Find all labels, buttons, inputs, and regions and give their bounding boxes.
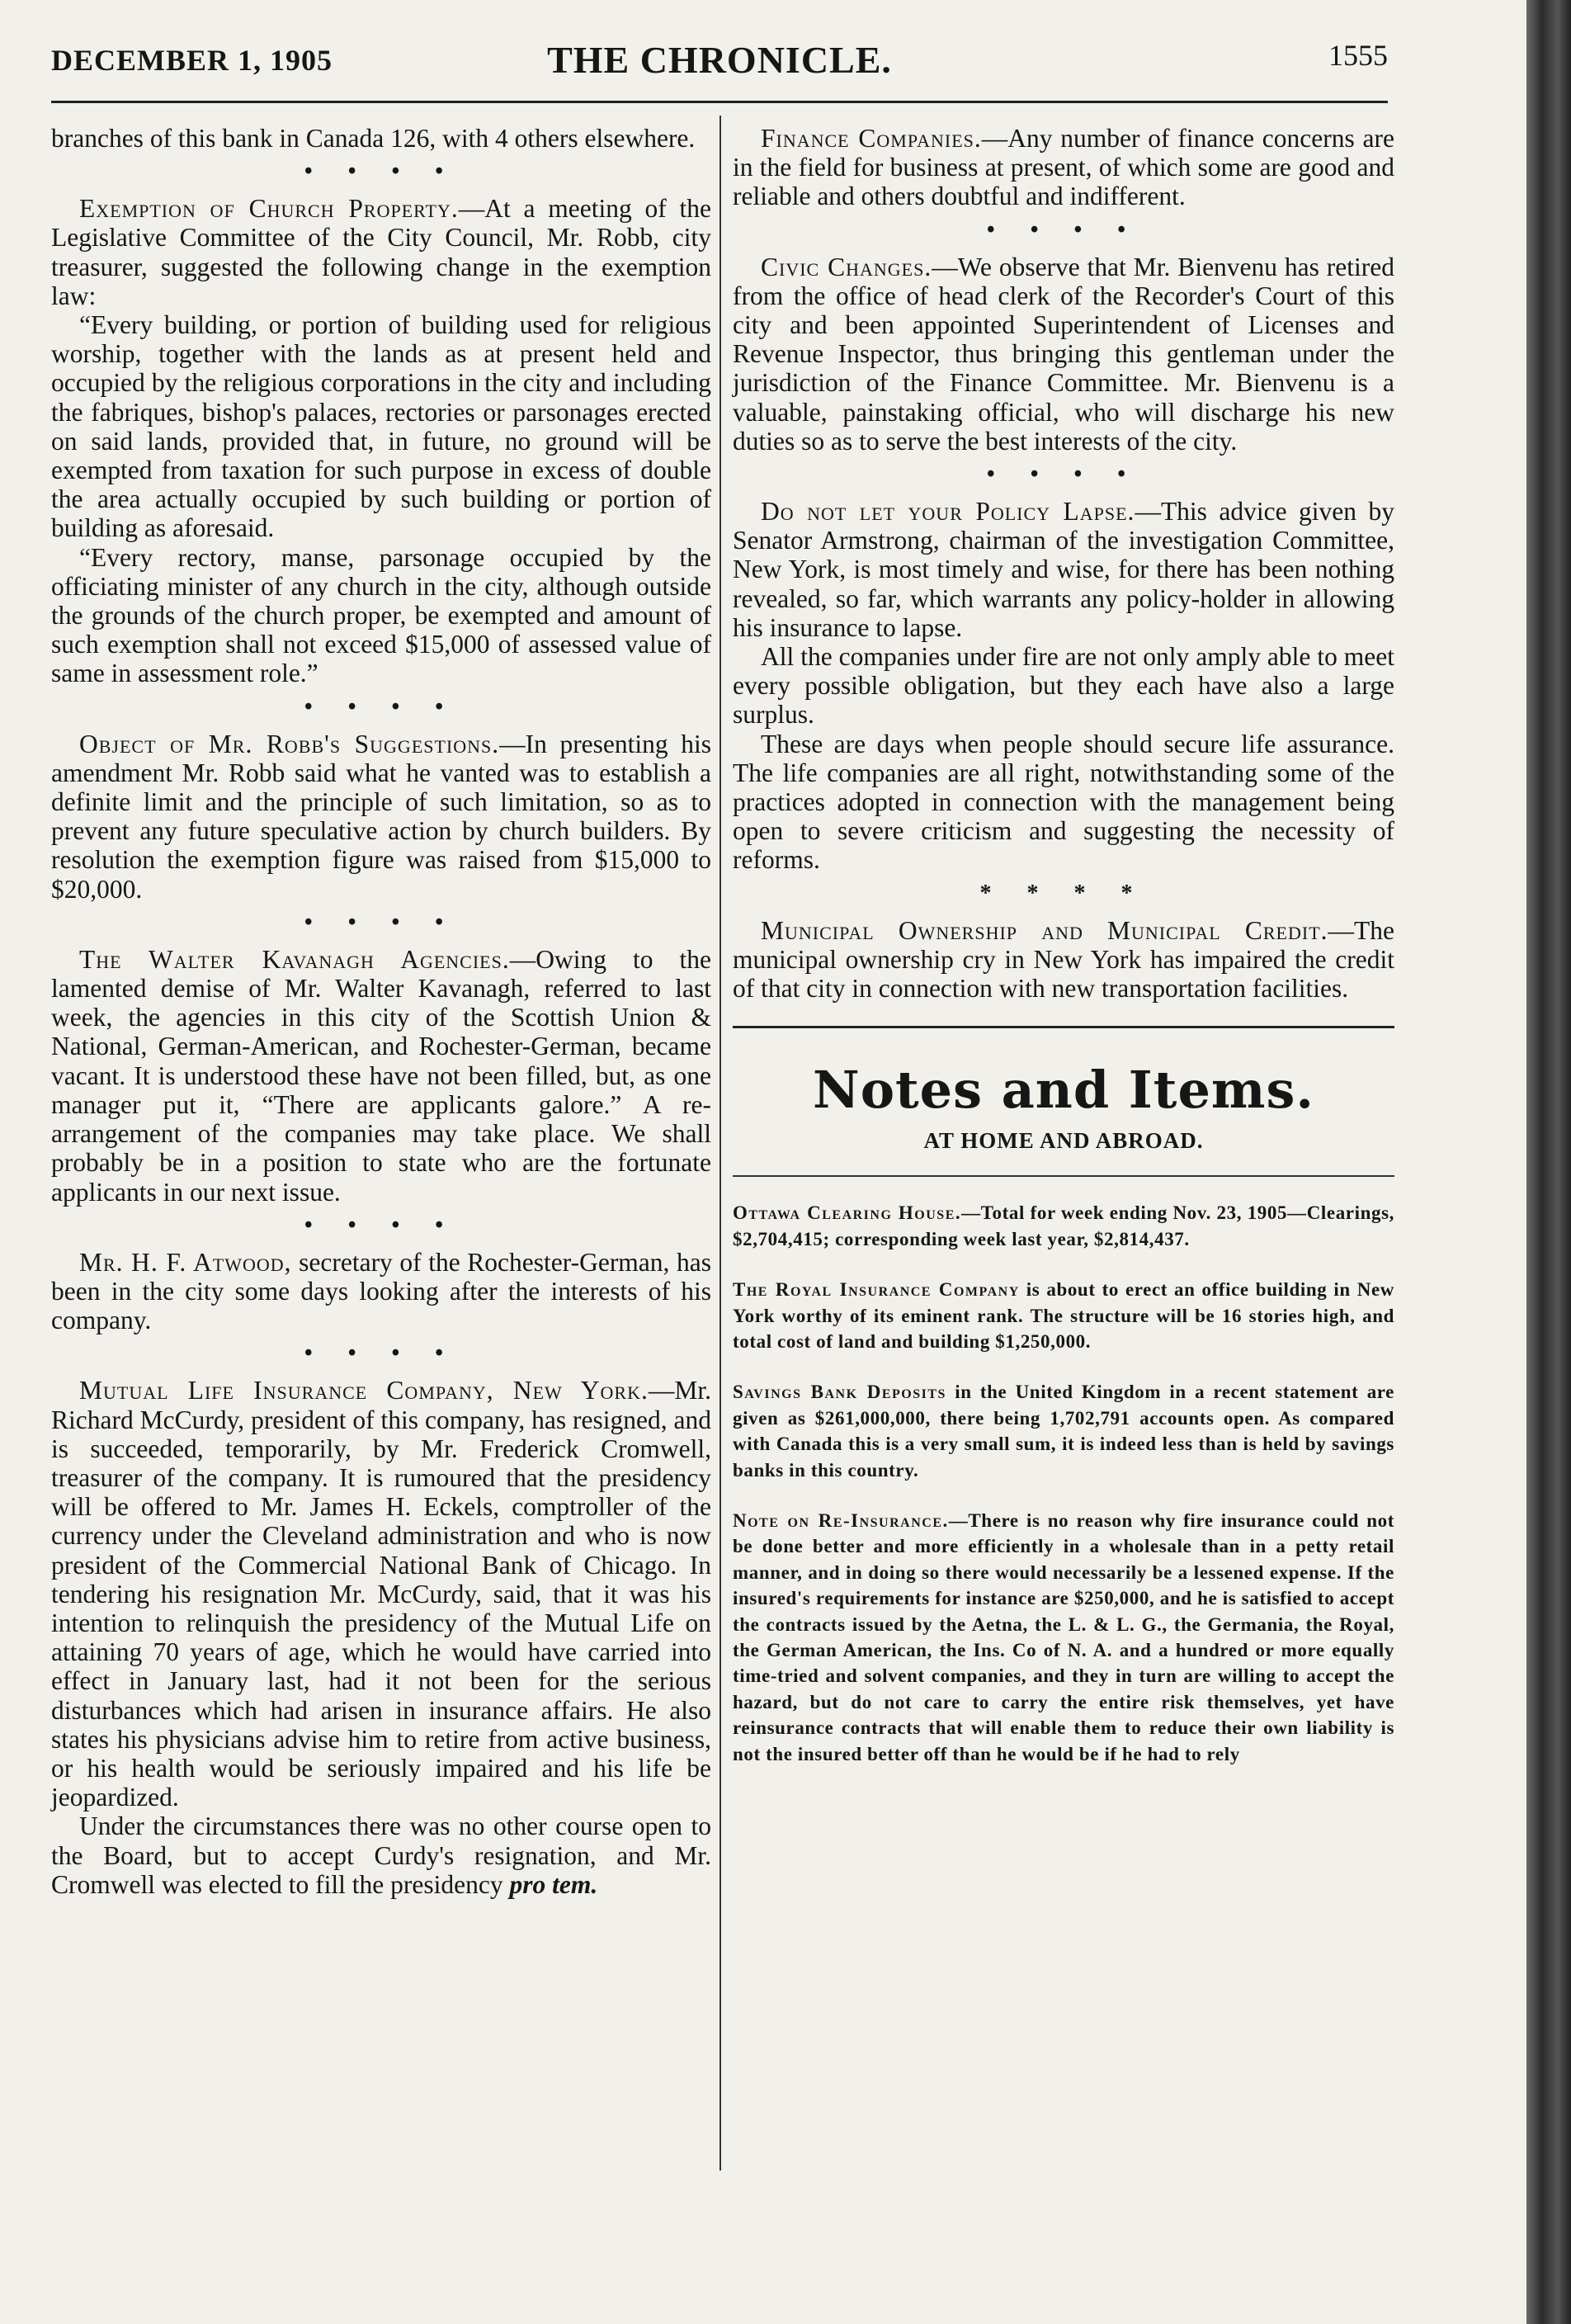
note-body: —Total for week ending Nov. 23, 1905—Clearings, $2,704,415; corresponding week last year, $2,814,437. [733, 1202, 1394, 1249]
article-body: All the companies under fire are not only amply able to meet every possible obligation, but they each have also a large surplus. [733, 642, 1394, 730]
notes-section-subtitle: AT HOME AND ABROAD. [923, 1128, 1204, 1154]
article-body: —At a meeting of the Legislative Committee of the City Council, Mr. Robb, city treasurer, suggested the following change in the exemption law: [51, 194, 711, 310]
section-separator: • • • • [304, 158, 459, 185]
note-heading: Note on Re-Insurance. [733, 1509, 949, 1531]
page-number: 1555 [1328, 39, 1388, 72]
section-separator-asterisks: * * * * [979, 880, 1148, 906]
notes-section-title: Notes and Items. [813, 1060, 1314, 1121]
left-column [51, 124, 711, 1899]
article-body: —Any number of finance concerns are in the field for business at present, of which some are good and reliable and others doubtful and indifferent. [733, 124, 1394, 211]
column-divider [719, 116, 721, 2170]
article-policy-lapse-p3 [733, 730, 1394, 875]
note-item [733, 1277, 1394, 1354]
notes-rule [733, 1175, 1394, 1177]
article-finance-companies [733, 124, 1394, 211]
note-body: —There is no reason why fire insurance could not be done better and more efficiently in a wholesale than in a petty retail manner, and in doing so there would necessarily be a lessened expense. If the insured's requirements for instance are $250,000, and he is satisfied to accept the contracts issued by the Aetna, the L. & L. G., the Germania, the Royal, the German American, the Ins. Co of N. A. and a hundred or more equally time-tried and solvent companies, and they in turn are willing to accept the hazard, but do not care to carry the entire risk themselves, yet have reinsurance contracts that will enable them to reduce their own liability is not the insured better off than he would be if he had to rely [733, 1509, 1394, 1764]
page-header [51, 39, 1388, 92]
article-church-exemption [51, 194, 711, 310]
note-heading: The Royal Insurance Company [733, 1279, 1020, 1301]
section-separator: • • • • [304, 909, 459, 935]
section-separator: • • • • [986, 216, 1141, 243]
note-item [733, 1508, 1394, 1767]
article-policy-lapse [733, 497, 1394, 642]
article-heading: The Walter Kavanagh Agencies. [79, 944, 510, 974]
section-separator: • • • • [304, 1340, 459, 1367]
note-body: in the United Kingdom in a recent statement are given as $261,000,000, there being 1,702,791 accounts open. As compared with Canada this is a very small sum, it is indeed less than is held by savings banks in this country. [733, 1382, 1394, 1481]
quote-text: “Every rectory, manse, parsonage occupied by the officiating minister of any church in the city, although outside the grounds of the church proper, be exempted and amount of such exemption shall not exceed $15,000 of assessed value of same in assessment role.” [51, 542, 711, 688]
quote-text: “Every building, or portion of building used for religious worship, together with the lands as at present held and occupied by the religious corporations in the city and including the fabriques, bishop's palaces, rectories or parsonages erected on said lands, provided that, in future, no ground will be exempted from taxation for such purpose in excess of double the area actually occupied by such building or portion of building as aforesaid. [51, 310, 711, 543]
article-heading: Object of Mr. Robb's Suggestions. [79, 729, 500, 758]
article-body: —The municipal ownership cry in New York has impaired the credit of that city in connection with new transportation facilities. [733, 915, 1394, 1004]
header-rule [51, 101, 1388, 103]
section-separator: • • • • [986, 461, 1141, 488]
article-heading: Finance Companies. [761, 124, 982, 153]
article-body: —Owing to the lamented demise of Mr. Walter Kavanagh, referred to last week, the agencies in this city of the Scottish Union & National, German-American, and Rochester-German, became vacant. It is understood these have not been filled, but, as one manager put it, “There are applicants galore.” A re-arrangement of the companies may take place. We shall probably be in a position to state who are the fortunate applicants in our next issue. [51, 944, 711, 1207]
article-body: These are days when people should secure life assurance. The life companies are all right, notwithstanding some of the practices adopted in connection with the management being open to severe criticism and suggesting the necessity of reforms. [733, 729, 1394, 875]
exemption-quote-1 [51, 310, 711, 543]
article-body: —This advice given by Senator Armstrong, chairman of the investigation Committee, New York, is most timely and wise, for there has been nothing revealed, so far, which warrants any policy-holder in allowing his insurance to lapse. [733, 497, 1394, 642]
section-separator: • • • • [304, 1212, 459, 1238]
article-body: —Mr. Richard McCurdy, president of this company, has resigned, and is succeeded, temporarily, by Mr. Frederick Cromwell, treasurer of the company. It is rumoured that the presidency will be offered to Mr. James H. Eckels, comptroller of the currency under the Cleveland administration and who is now president of the Commercial National Bank of Chicago. In tendering his resignation Mr. McCurdy, said, that it was his intention to relinquish the presidency of the Mutual Life on attaining 70 years of age, which he would have carried into effect in January last, had it not been for the serious disturbances which had arisen in insurance affairs. He also states his physicians advise him to retire from active business, or his health would be seriously impaired and his life be jeopardized. [51, 1376, 711, 1812]
note-body: is about to erect an office building in New York worthy of its eminent rank. The structure will be 16 stories high, and total cost of land and building $1,250,000. [733, 1279, 1394, 1352]
article-policy-lapse-p2 [733, 642, 1394, 730]
article-body: —In presenting his amendment Mr. Robb said what he vanted was to establish a definite limit and the principle of such limitation, so as to prevent any future speculative action by church builders. By resolution the exemption figure was raised from $15,000 to $20,000. [51, 729, 711, 904]
issue-date: DECEMBER 1, 1905 [51, 44, 333, 77]
article-heading: Exemption of Church Property. [79, 194, 459, 224]
article-kavanagh-agencies [51, 945, 711, 1207]
section-separator: • • • • [304, 693, 459, 720]
note-item [733, 1379, 1394, 1483]
article-mutual-life-cont [51, 1811, 711, 1899]
article-heading: Mr. H. F. Atwood, [79, 1247, 292, 1277]
article-civic-changes [733, 253, 1394, 456]
note-item [733, 1200, 1394, 1252]
note-heading: Savings Bank Deposits [733, 1382, 946, 1403]
article-atwood [51, 1248, 711, 1335]
page-binding-edge [1526, 0, 1571, 2324]
article-body: —We observe that Mr. Bienvenu has retired from the office of head clerk of the Recorder's Court of this city and been appointed Superintendent of Licenses and Revenue Inspector, thus bringing this gentleman under the jurisdiction of the Finance Committee. Mr. Bienvenu is a valuable, painstaking official, who will discharge his new duties so as to serve the best interests of the city. [733, 252, 1394, 456]
article-municipal-ownership [733, 916, 1394, 1004]
article-body: secretary of the Rochester-German, has been in the city some days looking after the interests of his company. [51, 1247, 711, 1335]
note-heading: Ottawa Clearing House. [733, 1202, 962, 1224]
article-heading: Civic Changes. [761, 252, 932, 281]
article-heading: Do not let your Policy Lapse. [761, 497, 1135, 527]
exemption-quote-2 [51, 543, 711, 688]
article-heading: Municipal Ownership and Municipal Credit. [761, 915, 1328, 945]
right-column [733, 124, 1394, 1792]
article-heading: Mutual Life Insurance Company, New York. [79, 1376, 649, 1405]
bank-branches-continuation: branches of this bank in Canada 126, with 4 others elsewhere. [51, 124, 696, 153]
notes-top-rule [733, 1026, 1394, 1028]
publication-title: THE CHRONICLE. [547, 39, 892, 81]
article-robb-suggestions [51, 730, 711, 904]
article-body: Under the circumstances there was no other course open to the Board, but to accept Curdy's resignation, and Mr. Cromwell was elected to fill the presidency [51, 1811, 711, 1899]
italic-phrase: pro tem. [509, 1869, 598, 1899]
article-mutual-life [51, 1376, 711, 1811]
